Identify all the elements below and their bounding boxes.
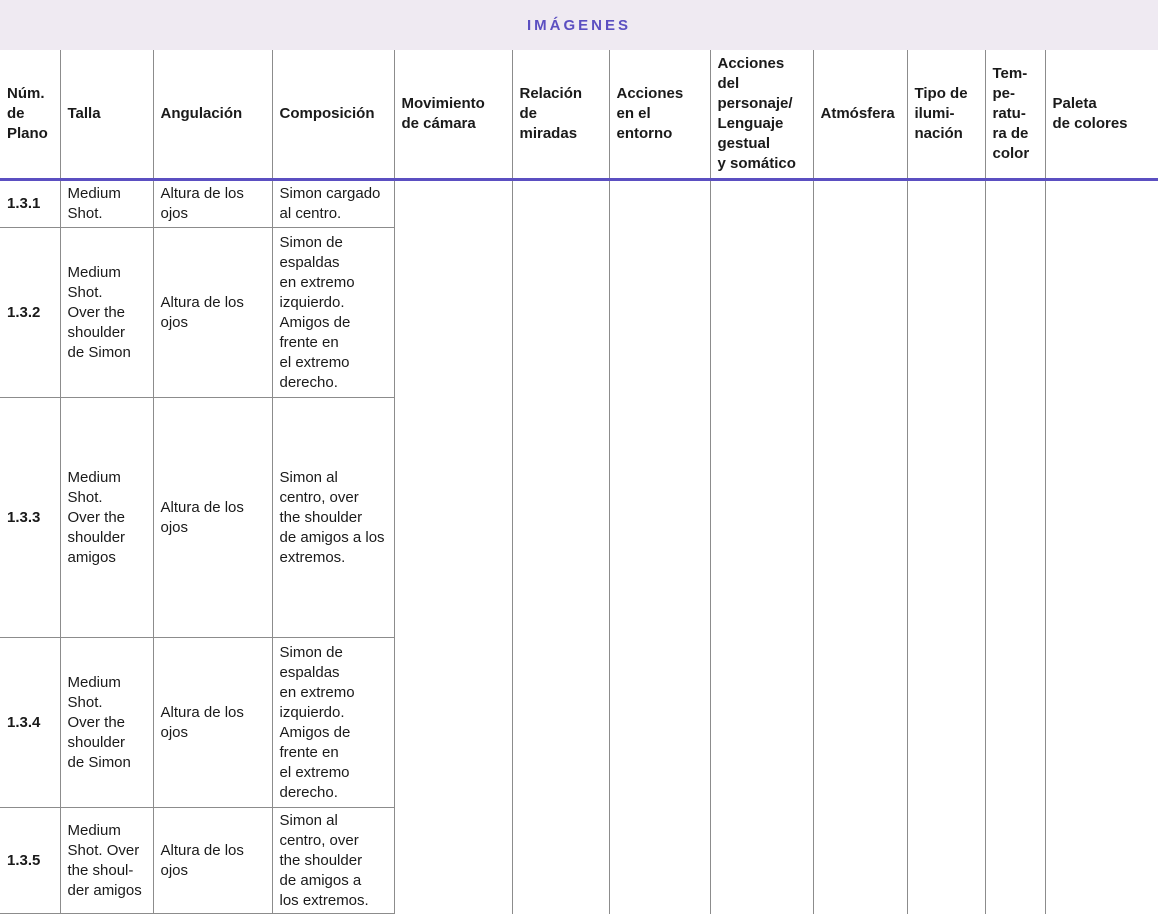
text-line: Tipo de	[914, 85, 968, 102]
text-line: Tem-	[992, 65, 1028, 82]
text-line: amigos	[67, 548, 116, 566]
text-line: Shot.	[67, 283, 103, 301]
text-line: al centro.	[279, 205, 342, 222]
text-line: de Simon	[67, 343, 131, 361]
paleta-cell	[1045, 180, 1158, 914]
text-line: gestual	[717, 135, 771, 152]
acciones-entorno-cell	[609, 180, 710, 914]
text-line: nación	[914, 125, 963, 142]
text-line: the shoulder	[279, 508, 363, 526]
header-composicion	[272, 50, 394, 180]
angulacion-cell	[153, 638, 272, 808]
talla-cell	[60, 398, 153, 638]
header-movimiento	[394, 50, 512, 180]
text-line: de	[519, 105, 538, 122]
text-line: centro, over	[279, 488, 359, 506]
text-line: Shot.	[67, 205, 103, 222]
text-line: Composición	[279, 105, 375, 122]
plano-number: 1.3.2	[0, 228, 60, 398]
text-line: Relación	[519, 85, 583, 102]
text-line: en extremo	[279, 683, 355, 701]
text-line: Altura de los	[160, 185, 244, 202]
text-line: Plano	[7, 125, 48, 142]
angulacion-cell	[153, 180, 272, 228]
text-line: espaldas	[279, 253, 340, 271]
text-line: shoulder	[67, 528, 126, 546]
text-line: Medium	[67, 821, 121, 839]
text-line: Medium	[67, 673, 121, 691]
header-row	[0, 50, 1158, 180]
angulacion-cell	[153, 398, 272, 638]
text-line: Simon al	[279, 468, 338, 486]
text-line: el extremo	[279, 763, 350, 781]
text-line: de amigos a	[279, 871, 362, 889]
section-banner	[0, 0, 1158, 50]
shot-table	[0, 50, 1158, 914]
text-line: color	[992, 145, 1030, 162]
talla-cell	[60, 808, 153, 914]
text-line: Amigos de	[279, 723, 351, 741]
text-line: izquierdo.	[279, 703, 345, 721]
text-line: Simon cargado	[279, 185, 381, 202]
header-temperatura	[985, 50, 1045, 180]
header-iluminacion	[907, 50, 985, 180]
text-line: Shot. Over	[67, 841, 140, 859]
header-angulacion	[153, 50, 272, 180]
relacion-cell	[512, 180, 609, 914]
text-line: der amigos	[67, 881, 142, 899]
talla-cell	[60, 228, 153, 398]
text-line: entorno	[616, 125, 673, 142]
temperatura-cell	[985, 180, 1045, 914]
text-line: Medium	[67, 468, 121, 486]
text-line: Over the	[67, 508, 126, 526]
text-line: ojos	[160, 313, 189, 331]
text-line: centro, over	[279, 831, 359, 849]
text-line: Núm.	[7, 85, 45, 102]
text-line: de	[7, 105, 25, 122]
text-line: espaldas	[279, 663, 340, 681]
header-atmosfera	[813, 50, 907, 180]
text-line: miradas	[519, 125, 578, 142]
text-line: de cámara	[401, 115, 476, 132]
text-line: Shot.	[67, 488, 103, 506]
text-line: Movimiento	[401, 95, 485, 112]
text-line: Atmósfera	[820, 105, 895, 122]
text-line: Altura de los	[160, 498, 244, 516]
text-line: Altura de los	[160, 293, 244, 311]
talla-cell	[60, 638, 153, 808]
text-line: de amigos a los	[279, 528, 385, 546]
text-line: Simon al	[279, 811, 338, 829]
text-line: y somático	[717, 155, 796, 172]
plano-number: 1.3.5	[0, 808, 60, 914]
text-line: derecho.	[279, 783, 338, 801]
text-line: Acciones	[717, 55, 785, 72]
text-line: Medium	[67, 185, 121, 202]
text-line: Medium	[67, 263, 121, 281]
text-line: ra de	[992, 125, 1029, 142]
text-line: Angulación	[160, 105, 243, 122]
text-line: Altura de los	[160, 703, 244, 721]
plano-number: 1.3.4	[0, 638, 60, 808]
text-line: the shoulder	[279, 851, 363, 869]
text-line: ojos	[160, 518, 189, 536]
text-line: personaje/	[717, 95, 793, 112]
text-line: derecho.	[279, 373, 338, 391]
text-line: en extremo	[279, 273, 355, 291]
header-num	[0, 50, 60, 180]
composicion-cell	[272, 228, 394, 398]
header-paleta	[1045, 50, 1158, 180]
header-talla	[60, 50, 153, 180]
acciones-personaje-cell	[710, 180, 813, 914]
text-line: Talla	[67, 105, 101, 122]
plano-number: 1.3.1	[0, 180, 60, 228]
text-line: pe-	[992, 85, 1015, 102]
table-row	[0, 180, 1158, 228]
header-acciones-entorno	[609, 50, 710, 180]
text-line: de colores	[1052, 115, 1128, 132]
text-line: en el	[616, 105, 651, 122]
composicion-cell	[272, 398, 394, 638]
text-line: ilumi-	[914, 105, 955, 122]
text-line: Amigos de	[279, 313, 351, 331]
text-line: the shoul-	[67, 861, 134, 879]
angulacion-cell	[153, 808, 272, 914]
text-line: Acciones	[616, 85, 684, 102]
composicion-cell	[272, 180, 394, 228]
composicion-cell	[272, 808, 394, 914]
text-line: Shot.	[67, 693, 103, 711]
text-line: frente en	[279, 743, 339, 761]
plano-number: 1.3.3	[0, 398, 60, 638]
text-line: extremos.	[279, 548, 346, 566]
text-line: frente en	[279, 333, 339, 351]
angulacion-cell	[153, 228, 272, 398]
text-line: Altura de los	[160, 841, 244, 859]
text-line: ojos	[160, 723, 189, 741]
composicion-cell	[272, 638, 394, 808]
text-line: Over the	[67, 713, 126, 731]
text-line: de Simon	[67, 753, 131, 771]
iluminacion-cell	[907, 180, 985, 914]
text-line: ojos	[160, 861, 189, 879]
header-relacion	[512, 50, 609, 180]
text-line: Simon de	[279, 643, 343, 661]
text-line: Paleta	[1052, 95, 1097, 112]
text-line: los extremos.	[279, 891, 369, 909]
movimiento-cell	[394, 180, 512, 914]
text-line: shoulder	[67, 323, 126, 341]
text-line: ojos	[160, 205, 189, 222]
text-line: del	[717, 75, 740, 92]
section-title: IMÁGENES	[526, 16, 631, 34]
header-acciones-personaje	[710, 50, 813, 180]
text-line: Over the	[67, 303, 126, 321]
atmosfera-cell	[813, 180, 907, 914]
text-line: Lenguaje	[717, 115, 784, 132]
text-line: izquierdo.	[279, 293, 345, 311]
text-line: shoulder	[67, 733, 126, 751]
text-line: Simon de	[279, 233, 343, 251]
talla-cell	[60, 180, 153, 228]
text-line: el extremo	[279, 353, 350, 371]
text-line: ratu-	[992, 105, 1026, 122]
